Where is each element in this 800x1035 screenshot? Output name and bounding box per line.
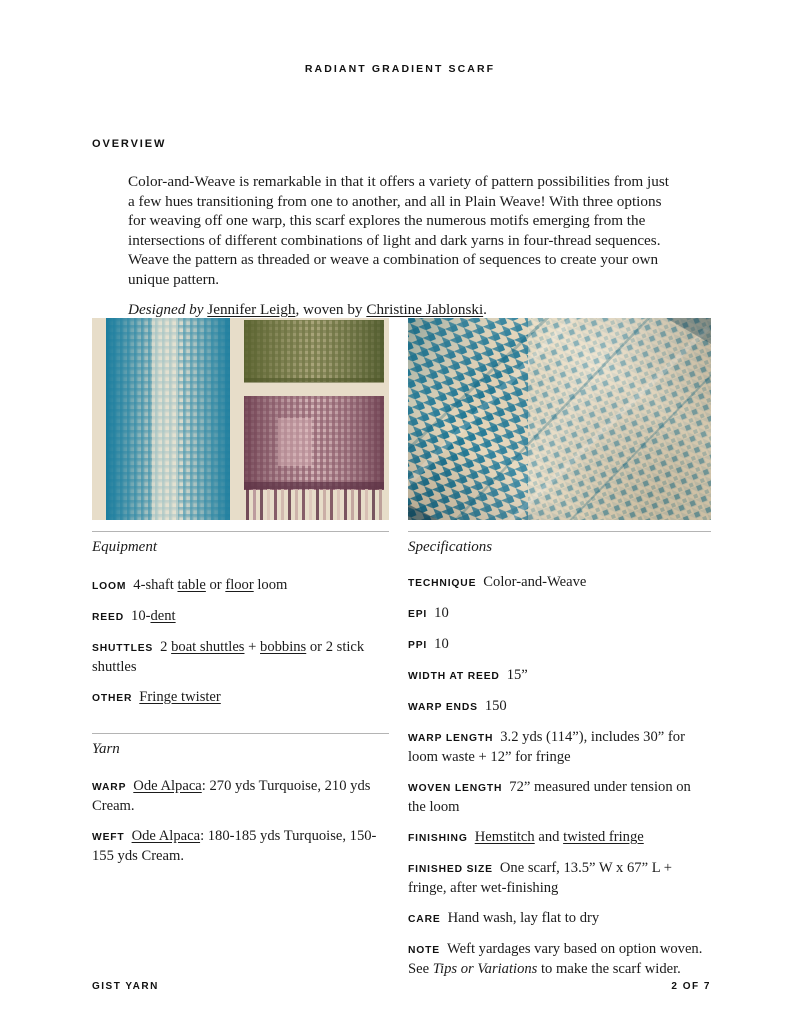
- spec-value-note-post: to make the scarf wider.: [537, 961, 681, 977]
- equipment-value-loom-post: loom: [253, 577, 288, 593]
- equipment-row-reed: [92, 607, 389, 627]
- yarn-value-weft-text: : 180-185 yds Turquoise, 150-155 yds Cream.: [92, 828, 377, 864]
- spec-label-warp-length: WARP LENGTH: [408, 733, 494, 744]
- equipment-value-loom: [133, 577, 287, 593]
- equipment-label-other: OTHER: [92, 693, 133, 704]
- spec-label-technique: TECHNIQUE: [408, 578, 477, 589]
- yarn-heading: Yarn: [92, 741, 120, 757]
- spec-label-finished-size: FINISHED SIZE: [408, 864, 493, 875]
- equipment-list: [92, 576, 389, 708]
- spec-label-note: NOTE: [408, 945, 441, 956]
- spec-row-technique: [408, 573, 711, 593]
- footer-brand: GIST YARN: [92, 981, 159, 992]
- credit-designer-link[interactable]: Jennifer Leigh: [207, 301, 296, 318]
- equipment-link-table[interactable]: table: [177, 577, 206, 593]
- equipment-value-shuttles-post: or 2 stick shuttles: [92, 639, 365, 675]
- spec-value-technique: Color-and-Weave: [483, 574, 587, 590]
- spec-row-finished-size: [408, 859, 711, 898]
- photo-weave-closeup-graphic: [408, 318, 711, 520]
- equipment-value-other: [139, 689, 220, 705]
- specifications-heading: Specifications: [408, 539, 493, 555]
- equipment-row-other: [92, 688, 389, 708]
- equipment-value-loom-mid: or: [205, 577, 226, 593]
- yarn-row-weft: [92, 827, 389, 866]
- spec-value-warp-length: 3.2 yds (114”), includes 30” for loom waste + 12” for fringe: [408, 729, 685, 765]
- divider-equipment: [92, 531, 389, 532]
- equipment-heading: Equipment: [92, 539, 157, 555]
- spec-link-hemstitch[interactable]: Hemstitch: [474, 829, 535, 845]
- specifications-list: [408, 573, 711, 979]
- spec-value-ppi: 10: [434, 636, 449, 652]
- spec-value-warp-ends: 150: [484, 698, 507, 714]
- spec-label-care: CARE: [408, 914, 441, 925]
- photo-weave-closeup: [408, 318, 711, 520]
- spec-value-epi: 10: [434, 605, 449, 621]
- spec-label-woven-length: WOVEN LENGTH: [408, 783, 503, 794]
- spec-value-width-at-reed: 15”: [506, 667, 528, 683]
- running-head: RADIANT GRADIENT SCARF: [304, 63, 496, 75]
- photo-scarf-samples: [92, 318, 389, 520]
- spec-label-width-at-reed: WIDTH AT REED: [408, 671, 500, 682]
- equipment-row-shuttles: [92, 638, 389, 677]
- spec-row-care: [408, 909, 711, 929]
- yarn-link-ode-alpaca-weft[interactable]: Ode Alpaca: [131, 828, 201, 844]
- spec-row-woven-length: [408, 778, 711, 817]
- sample-olive: [244, 320, 384, 383]
- spec-value-finished-size: One scarf, 13.5” W x 67” L + fringe, after wet-finishing: [408, 860, 672, 896]
- equipment-value-loom-pre: 4-shaft: [133, 577, 178, 593]
- spec-label-epi: EPI: [408, 609, 428, 620]
- spec-row-finishing: [408, 828, 711, 848]
- spec-value-care: Hand wash, lay flat to dry: [447, 910, 600, 926]
- equipment-label-reed: REED: [92, 612, 125, 623]
- spec-row-note: [408, 940, 711, 979]
- equipment-label-loom: LOOM: [92, 581, 127, 592]
- equipment-link-bobbins[interactable]: bobbins: [260, 639, 307, 655]
- equipment-link-dent[interactable]: dent: [150, 608, 176, 624]
- sample-teal: [106, 318, 230, 520]
- equipment-value-reed: [131, 608, 176, 624]
- equipment-value-reed-pre: 10-: [131, 608, 151, 624]
- yarn-value-weft: [92, 828, 376, 864]
- spec-label-warp-ends: WARP ENDS: [408, 702, 478, 713]
- spec-value-finishing: [475, 829, 644, 845]
- photo-scarf-samples-graphic: [92, 318, 389, 520]
- spec-value-note: [408, 941, 702, 977]
- yarn-link-ode-alpaca-warp[interactable]: Ode Alpaca: [133, 778, 202, 794]
- spec-value-note-reference: Tips or Variations: [432, 961, 538, 977]
- yarn-row-warp: [92, 777, 389, 816]
- overview-body: [128, 172, 673, 320]
- spec-label-ppi: PPI: [408, 640, 428, 651]
- equipment-link-floor[interactable]: floor: [225, 577, 254, 593]
- credit-weaver-link[interactable]: Christine Jablonski: [366, 301, 484, 318]
- spec-row-warp-length: [408, 728, 711, 767]
- spec-row-width-at-reed: [408, 666, 711, 686]
- spec-label-finishing: FINISHING: [408, 833, 468, 844]
- spec-value-note-pre: Weft yardages vary based on option woven. See: [408, 941, 703, 977]
- equipment-row-loom: [92, 576, 389, 596]
- spec-row-ppi: [408, 635, 711, 655]
- yarn-label-warp: WARP: [92, 782, 127, 793]
- equipment-value-shuttles-pre: 2: [160, 639, 172, 655]
- equipment-label-shuttles: SHUTTLES: [92, 643, 154, 654]
- overview-paragraph: Color-and-Weave is remarkable in that it offers a variety of pattern possibilities from just a few hues transitioning from one to another, and all in Plain Weave! With three options for weaving off one warp, this scarf explores the numerous motifs emerging from the intersections of different combinations of light and dark yarns in four-thread sequences. Weave the pattern as threaded or weave a combination of sequences to create your own unique pattern.: [128, 173, 669, 288]
- overview-credit: [128, 300, 673, 320]
- yarn-value-warp: [92, 778, 370, 814]
- spec-value-woven-length: 72” measured under tension on the loom: [408, 779, 691, 815]
- yarn-list: [92, 777, 389, 866]
- equipment-link-fringe-twister[interactable]: Fringe twister: [139, 689, 221, 705]
- equipment-value-shuttles-mid: +: [244, 639, 261, 655]
- divider-yarn: [92, 733, 389, 734]
- spec-link-twisted-fringe[interactable]: twisted fringe: [563, 829, 644, 845]
- footer-page-number: 2 OF 7: [671, 981, 711, 992]
- equipment-link-boat-shuttles[interactable]: boat shuttles: [171, 639, 245, 655]
- credit-period: .: [483, 301, 487, 318]
- credit-woven-by-label: , woven by: [295, 301, 367, 318]
- yarn-label-weft: WEFT: [92, 832, 125, 843]
- spec-row-epi: [408, 604, 711, 624]
- spec-value-finishing-mid: and: [534, 829, 564, 845]
- divider-specifications: [408, 531, 711, 532]
- overview-heading: OVERVIEW: [92, 138, 167, 150]
- credit-designed-by-label: Designed by: [128, 301, 204, 318]
- yarn-value-warp-text: : 270 yds Turquoise, 210 yds Cream.: [92, 778, 371, 814]
- spec-row-warp-ends: [408, 697, 711, 717]
